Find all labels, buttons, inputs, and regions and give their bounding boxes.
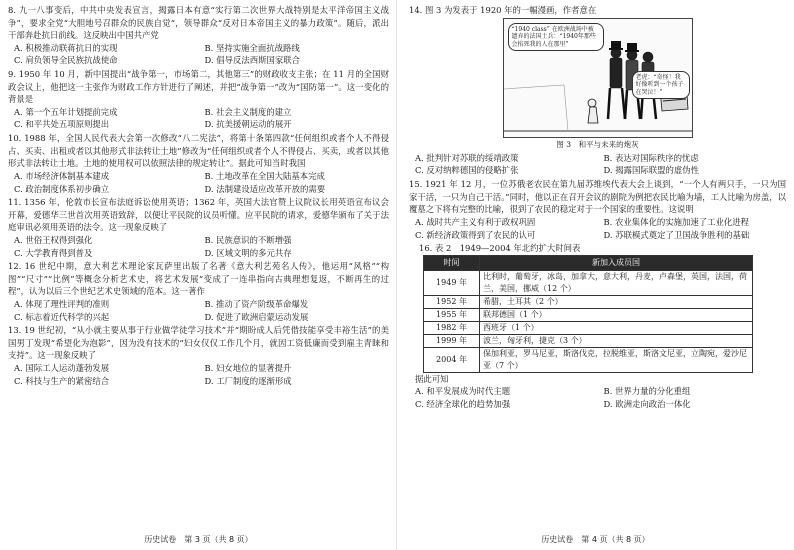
option-c: C. 大学教育得到普及 (14, 247, 93, 258)
table-header-year: 时间 (424, 255, 480, 270)
table-cell-year: 1999 年 (424, 334, 480, 347)
option-d: D. 欧洲走向政治一体化 (603, 398, 691, 409)
question-stem: 9. 1950 年 10 月，新中国提出“战争第一，市场第二，其他第三”的财政收支主张；在 11 月的全国财政会议上，他把这一主张作为财政工作方针进行了阐述，并把“战争第一”改为“国防第一”。这一变化的背景是 (8, 69, 389, 105)
question-lead: 据此可知 (415, 373, 449, 384)
option-b: B. 土地改革在全国大陆基本完成 (204, 170, 325, 181)
option-a: A. 和平发展成为时代主题 (415, 386, 511, 397)
question-options (8, 362, 389, 387)
option-c: C. 肩负领导全民族抗战使命 (14, 55, 118, 66)
table-header-members: 新加入成员国 (480, 255, 753, 270)
question-stem: 11. 1356 年，伦敦市长宣布法庭诉讼使用英语；1362 年，英国大法官赞上议院议长用英语宣布议会开幕，爱德华三世首次用英语致辞，以便让平民院的议员听懂。应平民院的请求，爱德华颁布了关于法庭审讯必须用英语的法令。这一现象反映了 (8, 197, 389, 233)
option-a: A. 批判针对苏联的绥靖政策 (415, 152, 519, 163)
page-4 (397, 0, 794, 550)
option-d: D. 促进了欧洲启蒙运动发展 (204, 311, 309, 322)
table-row (424, 347, 753, 372)
option-b: B. 妇女地位的显著提升 (204, 363, 292, 374)
option-d: D. 工厂制度的逐渐形成 (204, 375, 292, 386)
option-b: B. 农业集体化的实施加速了工业化进程 (603, 216, 749, 227)
question-14 (409, 4, 786, 177)
question-options (409, 216, 786, 241)
table-cell-year: 1955 年 (424, 308, 480, 321)
option-d: D. 苏联模式奠定了卫国战争胜利的基础 (603, 229, 750, 240)
table-cell-year: 2004 年 (424, 347, 480, 372)
option-b: B. 表达对国际秩序的忧虑 (603, 152, 699, 163)
option-d: D. 抗美援朝运动的展开 (204, 119, 292, 130)
question-options (8, 170, 389, 195)
option-a: A. 战时共产主义有利于政权巩固 (415, 216, 536, 227)
question-stem: 8. 九一八事变后，中共中央发表宣言，揭露日本有意“实行第二次世界大战特别是太平洋帝国主义战争”，要求全党“大胆地号召群众的民族自觉”，领导群众“反对日本帝国主义的暴力政策”。随后，派出干部奔赴抗日前线。这反映出中国共产党 (8, 5, 389, 41)
speech-bubble-right: 老虎：“奇怪！我好像听到一个孩子在哭泣！” (632, 71, 690, 100)
option-d: D. 倡导反法西斯国家联合 (204, 55, 300, 66)
question-13 (8, 324, 389, 387)
question-9 (8, 68, 389, 131)
nato-expansion-table (423, 255, 753, 373)
question-stem: 12. 16 世纪中期，意大利艺术理论家瓦萨里出版了名著《意大利艺苑名人传》，他运用“风格”“构图”“尺寸”“比例”等概念分析艺术史，将艺术发展“变成了一连串指向古典理想复返，不断再生的过程”，认为以后三个世纪艺术史领域的范本。这一著作 (8, 261, 389, 297)
option-a: A. 世俗王权得到强化 (14, 234, 93, 245)
question-12 (8, 260, 389, 323)
option-d: D. 揭露国际联盟的虚伪性 (603, 165, 699, 176)
table-row (424, 295, 753, 308)
question-stem: 13. 19 世纪初，“从小就主要从事于行业做学徒学习技术”并“期盼成人后凭借技能享受丰裕生活”的美国男丁发现“希望化为泡影”，因为没有技术的“妇女仅仅工作几个月，就因工资低廉而受到雇主青睐和支持”。这一现象反映了 (8, 325, 389, 361)
option-c: C. 新经济政策得到了农民的认可 (415, 229, 536, 240)
option-b: B. 推动了资产阶级革命爆发 (204, 299, 309, 310)
page-footer-right: 历史试卷 第 4 页（共 8 页） (541, 535, 650, 544)
option-c: C. 标志着近代科学的兴起 (14, 311, 110, 322)
question-stem: 10. 1988 年，全国人民代表大会第一次修改“八二宪法”，将第十条第四款“任何组织或者个人不得侵占、买卖、出租或者以其他形式非法转让土地”修改为“任何组织或者个人不得侵占、买卖，或者以其他形式非法转让土地。土地的使用权可以依照法律的规定转让”。据此可知当时我国 (8, 133, 389, 169)
question-stem: 15. 1921 年 12 月，一位苏俄老农民在第九届苏维埃代表大会上谈到，“一个人有两只手，一只为国家干活，一只为自己干活。”同时，他以正在召开会议的剧院为例把农民比喻为墙，工人比喻为房盖，以覆墓之下将有完整的比喻，很到了农民的稳定对于一个国家的重要性。这说明 (409, 179, 786, 215)
speech-bubble-top: “1940 class” 在欧洲战场中被遗弃的法国士兵：“1940年那些会掐死我的人在那里” (508, 23, 604, 52)
table-cell-members: 保加利亚，罗马尼亚，斯洛伐克，拉脱维亚，斯洛文尼亚，立陶宛，爱沙尼亚（7 个） (480, 347, 753, 372)
table-cell-year: 1949 年 (424, 270, 480, 295)
option-c: C. 科技与生产的紧密结合 (14, 375, 110, 386)
table-title: 16. 表 2 1949—2004 年北约扩大时间表 (419, 243, 581, 254)
table-cell-year: 1982 年 (424, 321, 480, 334)
table-row (424, 308, 753, 321)
question-list-left (8, 4, 389, 387)
question-8 (8, 4, 389, 67)
option-b: B. 坚持实施全面抗战路线 (204, 42, 300, 53)
table-cell-members: 希腊，土耳其（2 个） (480, 295, 753, 308)
table-row (424, 334, 753, 347)
option-c: C. 反对纳粹德国的侵略扩张 (415, 165, 519, 176)
option-d: D. 法制建设适应改革开放的需要 (204, 183, 326, 194)
question-options (8, 42, 389, 67)
option-b: B. 世界力量的分化重组 (603, 386, 691, 397)
question-options (409, 385, 786, 410)
option-a: A. 积极推动联蒋抗日的实现 (14, 42, 118, 53)
table-cell-members: 西班牙（1 个） (480, 321, 753, 334)
table-row (424, 270, 753, 295)
option-c: C. 政治制度体系初步确立 (14, 183, 110, 194)
question-10 (8, 132, 389, 195)
option-c: C. 和平共处五项原则提出 (14, 119, 110, 130)
table-row (424, 321, 753, 334)
table-header-row (424, 255, 753, 270)
option-b: B. 民族意识的不断增强 (204, 234, 292, 245)
option-a: A. 第一个五年计划提前完成 (14, 106, 118, 117)
question-stem: 14. 图 3 为发表于 1920 年的一幅漫画，作者意在 (409, 5, 597, 15)
question-15 (409, 178, 786, 241)
table-cell-year: 1952 年 (424, 295, 480, 308)
question-options (8, 106, 389, 131)
cartoon-figure (503, 18, 693, 138)
question-options (8, 234, 389, 259)
option-b: B. 社会主义制度的建立 (204, 106, 292, 117)
figure-caption: 图 3 和平与未来的炮灰 (556, 139, 639, 149)
table-cell-members: 比利时，葡萄牙，冰岛，加拿大，意大利，丹麦，卢森堡，英国，法国，荷兰，美国，挪威（12 个） (480, 270, 753, 295)
question-11 (8, 196, 389, 259)
option-a: A. 体现了理性评判的准则 (14, 299, 110, 310)
option-a: A. 市场经济体制基本建成 (14, 170, 110, 181)
page-footer-left: 历史试卷 第 3 页（共 8 页） (144, 535, 253, 544)
table-cell-members: 联邦德国（1 个） (480, 308, 753, 321)
table-cell-members: 波兰，匈牙利，捷克（3 个） (480, 334, 753, 347)
option-d: D. 区域文明的多元共存 (204, 247, 292, 258)
question-16 (409, 242, 786, 410)
question-options (8, 298, 389, 323)
question-options (409, 152, 786, 177)
option-a: A. 国际工人运动蓬勃发展 (14, 363, 110, 374)
option-c: C. 经济全球化的趋势加强 (415, 398, 511, 409)
